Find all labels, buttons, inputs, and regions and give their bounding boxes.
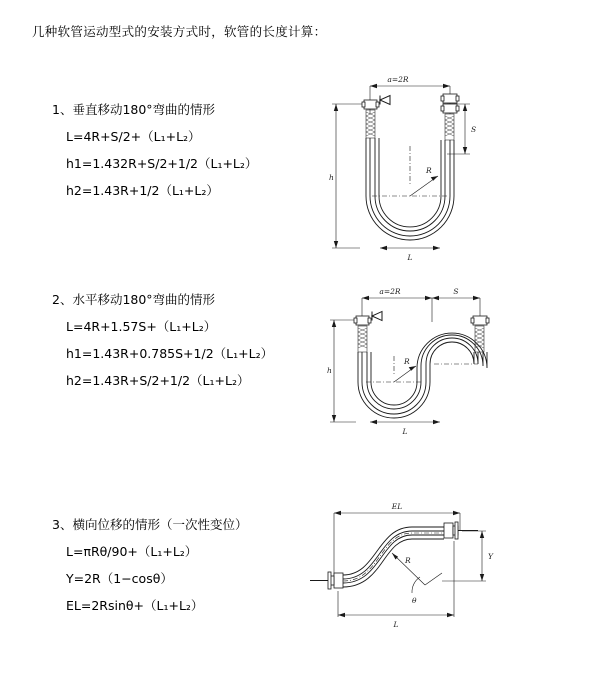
lateral-offset-diagram: [292, 497, 502, 632]
svg-text:S: S: [471, 125, 477, 134]
section-2-formula-3: h2=1.43R+S/2+1/2（L₁+L₂）: [66, 373, 250, 388]
section-1-text: [52, 100, 302, 199]
section-1-formula-2: h1=1.432R+S/2+1/2（L₁+L₂）: [66, 156, 258, 171]
svg-text:L: L: [407, 253, 413, 262]
section-1-formula-1: L=4R+S/2+（L₁+L₂）: [66, 129, 201, 144]
section-3-formula-1: L=πRθ/90+（L₁+L₂）: [66, 544, 198, 559]
page-heading: 几种软管运动型式的安装方式时，软管的长度计算：: [32, 24, 327, 39]
svg-text:h: h: [329, 173, 334, 182]
section-2-formula-1: L=4R+1.57S+（L₁+L₂）: [66, 319, 217, 334]
svg-text:L: L: [402, 427, 408, 436]
svg-text:EL: EL: [391, 502, 403, 511]
section-2-formula-2: h1=1.43R+0.785S+1/2（L₁+L₂）: [66, 346, 274, 361]
svg-text:h: h: [327, 366, 332, 375]
svg-text:Y: Y: [488, 552, 493, 561]
horizontal-180-bend-diagram: [310, 278, 510, 458]
svg-text:R: R: [405, 556, 411, 565]
svg-text:a=2R: a=2R: [387, 75, 409, 84]
section-2-title: 2、水平移动180°弯曲的情形: [52, 292, 216, 307]
svg-text:L: L: [393, 620, 399, 629]
svg-text:a=2R: a=2R: [379, 287, 401, 296]
vertical-180-bend-diagram: [310, 68, 500, 278]
section-1-formula-3: h2=1.43R+1/2（L₁+L₂）: [66, 183, 219, 198]
svg-text:R: R: [426, 166, 432, 175]
svg-text:θ: θ: [412, 596, 417, 605]
section-3-formula-3: EL=2Rsinθ+（L₁+L₂）: [66, 598, 204, 613]
section-1-title: 1、垂直移动180°弯曲的情形: [52, 102, 216, 117]
section-3-text: [52, 515, 302, 614]
svg-text:R: R: [404, 357, 410, 366]
svg-text:S: S: [453, 287, 459, 296]
section-2-text: [52, 290, 302, 389]
section-3-title: 3、横向位移的情形（一次性变位）: [52, 517, 248, 532]
section-3-formula-2: Y=2R（1−cosθ）: [66, 571, 173, 586]
